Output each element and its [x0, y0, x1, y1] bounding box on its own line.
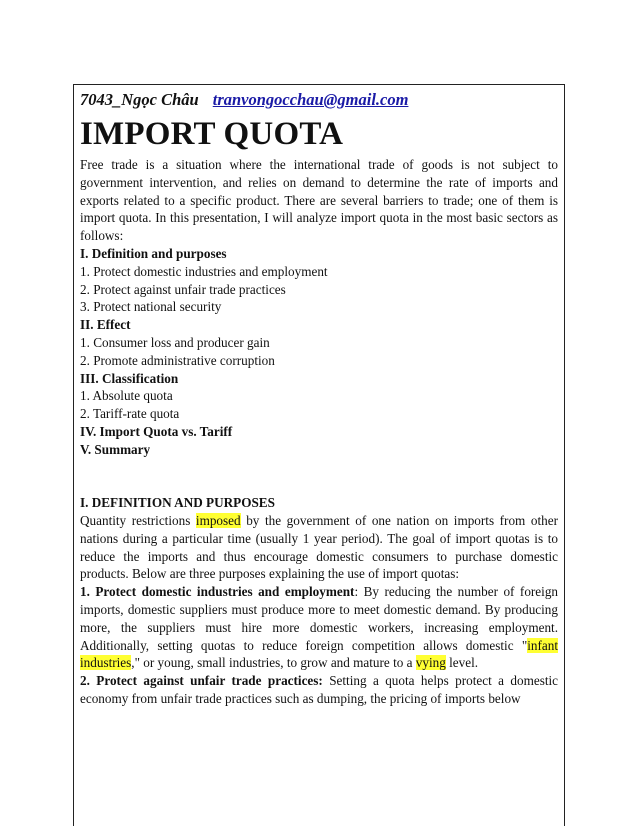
outline-section-3: III. Classification — [80, 370, 179, 386]
outline-item: 1. Consumer loss and producer gain — [80, 334, 270, 350]
text-run: ," or young, small industries, to grow and mature to a — [131, 655, 416, 671]
text-run: Setting a quota helps protect a domestic economy from unfair trade practices such as dumping, the pricing of imports below — [80, 673, 559, 706]
intro-paragraph: Free trade is a situation where the international trade of goods is not subject to government intervention, and relies on demand to determine the rate of imports and exports related to a specific product. There are several barriers to trade; one of them is import quota. In this presentation, I will analyze import quota in the most basic sectors as follows: — [80, 157, 558, 244]
outline-item: 1. Absolute quota — [80, 388, 173, 404]
outline-section-2: II. Effect — [80, 317, 131, 333]
content-frame — [73, 84, 565, 826]
outline-section-4: IV. Import Quota vs. Tariff — [80, 423, 233, 439]
text-run: Quantity restrictions — [80, 512, 196, 528]
highlighted-word: imposed — [195, 512, 241, 528]
email-link[interactable]: tranvongocchau@gmail.com — [212, 90, 409, 109]
definition-paragraph — [80, 512, 558, 583]
highlighted-word: vying — [415, 655, 446, 671]
outline-item: 2. Protect against unfair trade practices — [80, 281, 286, 297]
outline-item: 2. Tariff-rate quota — [80, 406, 180, 422]
purpose-2-paragraph — [80, 672, 558, 708]
section-heading: I. DEFINITION AND PURPOSES — [80, 495, 275, 511]
outline-section-1: I. Definition and purposes — [80, 245, 227, 261]
purpose-heading: 2. Protect against unfair trade practices: — [80, 673, 323, 689]
author-name: 7043_Ngọc Châu — [80, 90, 199, 109]
text-run: : By reducing the number of foreign imports, domestic suppliers must produce more to meet domestic demand. By producing more, the suppliers must hire more domestic workers, increasing employment. Additionally, setting quotas to reduce foreign competition allows domestic " — [80, 584, 559, 653]
author-header — [80, 88, 558, 112]
highlighted-phrase: infant industries — [80, 637, 558, 671]
outline-item: 1. Protect domestic industries and employment — [80, 263, 328, 279]
outline-section-5: V. Summary — [80, 441, 151, 457]
outline-item: 2. Promote administrative corruption — [80, 352, 275, 368]
purpose-1-paragraph — [80, 583, 558, 672]
purpose-heading: 1. Protect domestic industries and employment — [80, 584, 355, 600]
text-run: level. — [445, 655, 479, 671]
outline — [80, 245, 558, 459]
page-title: IMPORT QUOTA — [80, 116, 344, 152]
spacer — [80, 459, 558, 495]
outline-item: 3. Protect national security — [80, 299, 222, 315]
text-run: by the government of one nation on imports from other nations during a particular time (usually 1 year period). The goal of import quotas is to reduce the imports and thus encourage domestic consumers to purchase domestic products. Below are three purposes explaining the use of import quotas: — [80, 512, 558, 582]
